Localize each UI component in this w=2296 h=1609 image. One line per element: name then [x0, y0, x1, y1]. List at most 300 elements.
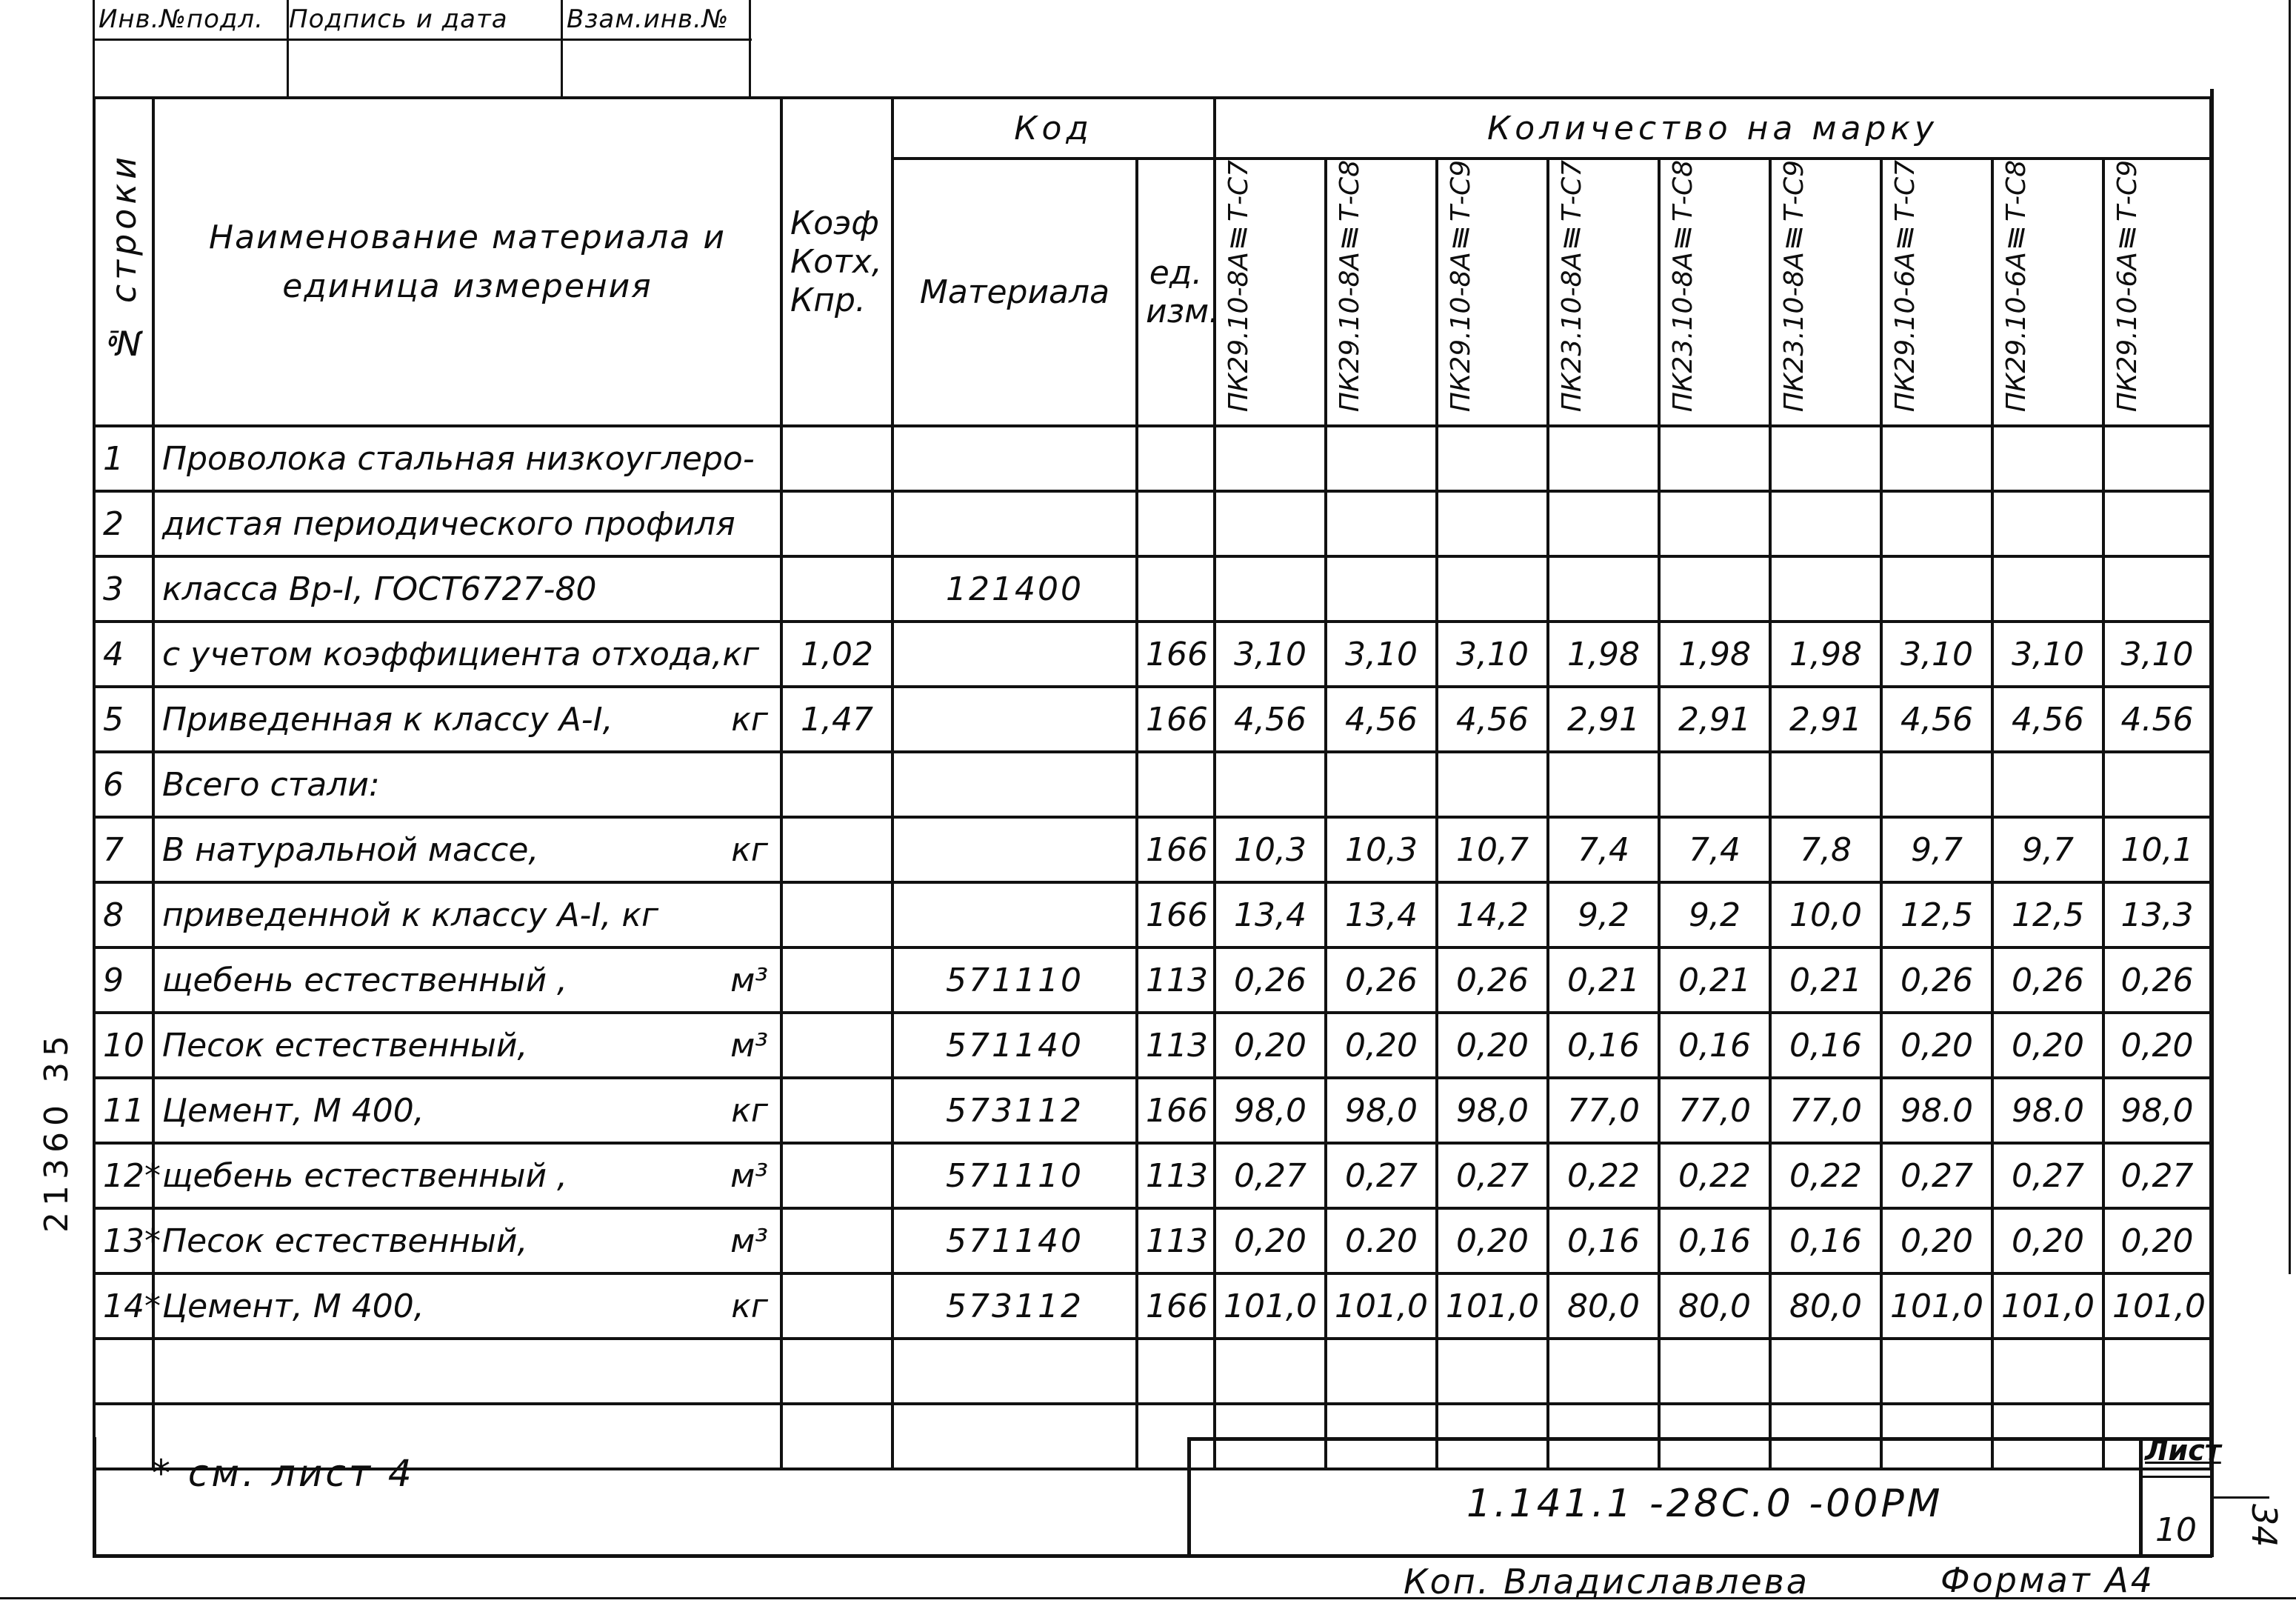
table-row [94, 1273, 2211, 1339]
material-unit-tag [768, 636, 772, 673]
material-name [153, 1013, 781, 1078]
coefficient [781, 817, 892, 882]
quantity-value [1659, 752, 1770, 817]
frame-right-border [2210, 89, 2214, 1557]
stamp-label-inventory: Инв.№подл. [99, 4, 264, 34]
row-number: 8 [94, 882, 153, 947]
material-name-wrap [162, 831, 772, 869]
quantity-value: 98,0 [1215, 1078, 1326, 1143]
material-name-text: дистая периодического профиля [162, 504, 735, 543]
material-name-wrap [162, 1222, 772, 1260]
quantity-value [1215, 426, 1326, 491]
quantity-value: 7,4 [1659, 817, 1770, 882]
quantity-value [2103, 1339, 2211, 1404]
row-number: 11 [94, 1078, 153, 1143]
footer-top-border [1187, 1437, 2212, 1441]
coefficient [781, 1143, 892, 1208]
unit-code: 166 [1137, 687, 1215, 752]
quantity-value: 0,26 [1992, 947, 2103, 1013]
material-code [892, 687, 1137, 752]
quantity-value [2103, 752, 2211, 817]
quantity-value: 9,2 [1659, 882, 1770, 947]
material-name-wrap [162, 701, 772, 739]
quantity-value: 0.20 [1326, 1208, 1437, 1273]
header-code-material: Материала [892, 159, 1137, 426]
quantity-value [1881, 1339, 1992, 1404]
material-name-wrap [162, 505, 772, 543]
material-name [153, 426, 781, 491]
quantity-value: 77,0 [1659, 1078, 1770, 1143]
material-unit-tag [768, 896, 772, 934]
quantity-value [1548, 426, 1659, 491]
quantity-value: 0,21 [1548, 947, 1659, 1013]
frame-bottom-border [93, 1554, 2212, 1558]
material-name-text: Песок естественный, [162, 1222, 528, 1260]
quantity-value: 13,3 [2103, 882, 2211, 947]
material-name-text: Проволока стальная низкоуглеро- [162, 439, 755, 478]
table-row [94, 817, 2211, 882]
unit-code [1137, 752, 1215, 817]
coefficient [781, 752, 892, 817]
quantity-value: 0,22 [1659, 1143, 1770, 1208]
unit-code: 113 [1137, 1013, 1215, 1078]
quantity-value [1992, 752, 2103, 817]
quantity-value: 0,26 [1215, 947, 1326, 1013]
stamp-label-signature: Подпись и дата [289, 4, 508, 34]
quantity-value [1770, 426, 1881, 491]
table-body [94, 426, 2211, 1469]
material-unit-tag [768, 505, 772, 543]
quantity-value: 3,10 [1326, 622, 1437, 687]
coefficient [781, 556, 892, 622]
unit-code: 113 [1137, 1143, 1215, 1208]
coefficient [781, 947, 892, 1013]
quantity-value: 4,56 [1881, 687, 1992, 752]
quantity-value: 0,26 [1326, 947, 1437, 1013]
material-name-text: Цемент, М 400, [162, 1091, 424, 1130]
material-code: 121400 [892, 556, 1137, 622]
material-code [892, 1404, 1137, 1469]
quantity-value: 80,0 [1548, 1273, 1659, 1339]
quantity-value: 2,91 [1548, 687, 1659, 752]
quantity-value [1326, 491, 1437, 556]
quantity-value: 0,26 [1437, 947, 1548, 1013]
coefficient [781, 882, 892, 947]
quantity-value: 9,7 [1992, 817, 2103, 882]
unit-code: 113 [1137, 1208, 1215, 1273]
quantity-value [1992, 1339, 2103, 1404]
coefficient [781, 1404, 892, 1469]
row-number: 9 [94, 947, 153, 1013]
quantity-value: 9,2 [1548, 882, 1659, 947]
material-unit-tag: кг [731, 830, 768, 869]
quantity-value: 0,16 [1659, 1013, 1770, 1078]
material-name-wrap [162, 766, 772, 804]
document-designation: 1.141.1 -28С.0 -00РМ [1466, 1482, 1943, 1526]
table-row [94, 687, 2211, 752]
quantity-value [1215, 491, 1326, 556]
quantity-value: 0,20 [1215, 1208, 1326, 1273]
quantity-value: 13,4 [1326, 882, 1437, 947]
unit-code [1137, 426, 1215, 491]
material-name-text: приведенной к классу А-I, кг [162, 896, 659, 934]
quantity-value: 10,7 [1437, 817, 1548, 882]
sheet-number: 10 [2155, 1511, 2197, 1549]
material-unit-tag [768, 440, 772, 478]
copied-by: Коп. Владиславлева [1404, 1562, 1809, 1602]
quantity-value: 0,16 [1770, 1013, 1881, 1078]
material-code [892, 882, 1137, 947]
quantity-value: 77,0 [1770, 1078, 1881, 1143]
quantity-value: 1,98 [1659, 622, 1770, 687]
material-code [892, 1339, 1137, 1404]
material-code: 573112 [892, 1078, 1137, 1143]
quantity-value [1437, 491, 1548, 556]
row-number: 12* [94, 1143, 153, 1208]
quantity-value [1215, 752, 1326, 817]
quantity-value: 2,91 [1659, 687, 1770, 752]
quantity-value [1770, 556, 1881, 622]
unit-code: 166 [1137, 1273, 1215, 1339]
material-name-wrap [162, 636, 772, 673]
quantity-value [1659, 556, 1770, 622]
materials-table [93, 96, 2212, 1470]
quantity-value: 0,16 [1548, 1013, 1659, 1078]
header-brand: ПК23.10-8АⅢТ-С7 [1548, 159, 1659, 426]
coefficient [781, 491, 892, 556]
material-unit-tag: кг [731, 1091, 768, 1130]
quantity-value [1437, 426, 1548, 491]
row-number: 3 [94, 556, 153, 622]
quantity-value: 4,56 [1326, 687, 1437, 752]
quantity-value [1770, 752, 1881, 817]
material-name-wrap [162, 1092, 772, 1130]
quantity-value: 4,56 [1215, 687, 1326, 752]
header-row-number: № строки [94, 98, 153, 426]
header-coefficient: Коэф Котх, Кпр. [781, 98, 892, 426]
quantity-value [2103, 426, 2211, 491]
quantity-value: 101,0 [1992, 1273, 2103, 1339]
quantity-value: 2,91 [1770, 687, 1881, 752]
quantity-value: 0,27 [1215, 1143, 1326, 1208]
material-code: 573112 [892, 1273, 1137, 1339]
table-row [94, 752, 2211, 817]
material-name [153, 1143, 781, 1208]
outer-right-edge [2289, 0, 2291, 1274]
table-row [94, 882, 2211, 947]
header-brand: ПК23.10-8АⅢТ-С9 [1770, 159, 1881, 426]
quantity-value: 10,0 [1770, 882, 1881, 947]
material-name-text: В натуральной массе, [162, 830, 539, 869]
coefficient: 1,47 [781, 687, 892, 752]
quantity-value: 10,3 [1215, 817, 1326, 882]
material-code [892, 817, 1137, 882]
unit-code: 166 [1137, 622, 1215, 687]
quantity-value: 0,20 [2103, 1013, 2211, 1078]
header-code-group: Код [892, 98, 1215, 159]
stamp-label-replacement: Взам.инв.№ [567, 4, 730, 34]
stamp-strip [93, 0, 752, 96]
material-name-text: щебень естественный , [162, 961, 568, 999]
coefficient: 1,02 [781, 622, 892, 687]
header-brand: ПК29.10-6АⅢТ-С8 [1992, 159, 2103, 426]
quantity-value [1437, 752, 1548, 817]
quantity-value: 0,20 [2103, 1208, 2211, 1273]
quantity-value: 0,27 [1326, 1143, 1437, 1208]
table-row [94, 1339, 2211, 1404]
quantity-value: 0,26 [1881, 947, 1992, 1013]
coefficient [781, 1013, 892, 1078]
side-page-number: 34 [2244, 1504, 2284, 1548]
quantity-value: 14,2 [1437, 882, 1548, 947]
row-number: 1 [94, 426, 153, 491]
material-name-wrap [162, 962, 772, 999]
material-name-text: Приведенная к классу А-I, [162, 700, 613, 739]
material-name-wrap [162, 1287, 772, 1325]
material-code [892, 752, 1137, 817]
sheet-box-divider [2139, 1476, 2210, 1478]
row-number: 6 [94, 752, 153, 817]
material-name [153, 687, 781, 752]
header-group-row [94, 98, 2211, 159]
row-number: 2 [94, 491, 153, 556]
material-name [153, 752, 781, 817]
quantity-value: 98,0 [1326, 1078, 1437, 1143]
sheet-label: Лист [2145, 1434, 2221, 1467]
header-brand: ПК29.10-8АⅢТ-С9 [1437, 159, 1548, 426]
quantity-value: 10,3 [1326, 817, 1437, 882]
material-unit-tag: м³ [730, 1156, 768, 1195]
quantity-value [1437, 1339, 1548, 1404]
material-name-text: щебень естественный , [162, 1156, 568, 1195]
material-name [153, 1078, 781, 1143]
quantity-value: 0,20 [1215, 1013, 1326, 1078]
material-unit-tag [768, 570, 772, 608]
table-row [94, 491, 2211, 556]
material-name-text: Всего стали: [162, 765, 380, 804]
quantity-value [1548, 491, 1659, 556]
table-row [94, 1143, 2211, 1208]
quantity-value: 98.0 [1881, 1078, 1992, 1143]
table-row [94, 1078, 2211, 1143]
quantity-value [1881, 752, 1992, 817]
table-row [94, 1208, 2211, 1273]
quantity-value [1992, 491, 2103, 556]
quantity-value [1437, 556, 1548, 622]
quantity-value: 0,20 [1437, 1013, 1548, 1078]
material-name-wrap [162, 440, 772, 478]
header-quantity-group: Количество на марку [1215, 98, 2211, 159]
material-name [153, 947, 781, 1013]
quantity-value: 0,16 [1548, 1208, 1659, 1273]
quantity-value: 0,27 [1881, 1143, 1992, 1208]
quantity-value: 1,98 [1548, 622, 1659, 687]
header-code-unit: ед. изм. [1137, 159, 1215, 426]
quantity-value [1548, 752, 1659, 817]
material-unit-tag: кг [731, 1287, 768, 1325]
quantity-value: 10,1 [2103, 817, 2211, 882]
unit-code: 166 [1137, 882, 1215, 947]
quantity-value [2103, 556, 2211, 622]
header-brand: ПК29.10-6АⅢТ-С7 [1881, 159, 1992, 426]
quantity-value: 101,0 [2103, 1273, 2211, 1339]
material-code [892, 426, 1137, 491]
material-name-wrap [162, 570, 772, 608]
quantity-value [1326, 1339, 1437, 1404]
row-number [94, 1404, 153, 1469]
header-brand: ПК23.10-8АⅢТ-С8 [1659, 159, 1770, 426]
quantity-value: 1,98 [1770, 622, 1881, 687]
coefficient [781, 1273, 892, 1339]
quantity-value [1770, 491, 1881, 556]
quantity-value [2103, 491, 2211, 556]
quantity-value [1548, 1339, 1659, 1404]
footer-divider [1187, 1437, 1191, 1556]
material-code: 571140 [892, 1208, 1137, 1273]
quantity-value [1326, 556, 1437, 622]
quantity-value: 0,27 [1992, 1143, 2103, 1208]
material-code: 571140 [892, 1013, 1137, 1078]
quantity-value: 80,0 [1770, 1273, 1881, 1339]
quantity-value: 0,27 [1437, 1143, 1548, 1208]
quantity-value: 98,0 [1437, 1078, 1548, 1143]
quantity-value: 7,8 [1770, 817, 1881, 882]
material-name [153, 1273, 781, 1339]
unit-code: 166 [1137, 817, 1215, 882]
quantity-value [1770, 1339, 1881, 1404]
row-number: 5 [94, 687, 153, 752]
unit-code [1137, 491, 1215, 556]
quantity-value: 0,16 [1770, 1208, 1881, 1273]
quantity-value: 12,5 [1881, 882, 1992, 947]
quantity-value [1215, 556, 1326, 622]
quantity-value: 3,10 [1992, 622, 2103, 687]
table-row [94, 1013, 2211, 1078]
coefficient [781, 426, 892, 491]
row-number: 10 [94, 1013, 153, 1078]
quantity-value [1326, 752, 1437, 817]
quantity-value: 101,0 [1881, 1273, 1992, 1339]
material-name [153, 817, 781, 882]
coefficient [781, 1339, 892, 1404]
material-code [892, 622, 1137, 687]
quantity-value [1881, 426, 1992, 491]
quantity-value: 0,26 [2103, 947, 2211, 1013]
header-brand: ПК29.10-6АⅢТ-С9 [2103, 159, 2211, 426]
quantity-value: 101,0 [1437, 1273, 1548, 1339]
sheet-box-border [2139, 1437, 2143, 1556]
material-name-wrap [162, 896, 772, 934]
unit-code [1137, 1339, 1215, 1404]
margin-code: 21360 35 [38, 1030, 76, 1233]
table-row [94, 556, 2211, 622]
material-code: 571110 [892, 1143, 1137, 1208]
quantity-value [1659, 426, 1770, 491]
quantity-value: 12,5 [1992, 882, 2103, 947]
quantity-value: 0,20 [1881, 1208, 1992, 1273]
unit-code: 113 [1137, 947, 1215, 1013]
frame-left-border [93, 1437, 96, 1557]
quantity-value: 80,0 [1659, 1273, 1770, 1339]
quantity-value: 0,27 [2103, 1143, 2211, 1208]
row-number [94, 1339, 153, 1404]
quantity-value: 0,20 [1992, 1208, 2103, 1273]
quantity-value [1659, 491, 1770, 556]
material-name [153, 882, 781, 947]
quantity-value: 4,56 [1992, 687, 2103, 752]
row-number: 4 [94, 622, 153, 687]
material-unit-tag: м³ [730, 1026, 768, 1065]
quantity-value: 0,20 [1326, 1013, 1437, 1078]
material-unit-tag: кг [731, 700, 768, 739]
quantity-value: 77,0 [1548, 1078, 1659, 1143]
coefficient [781, 1208, 892, 1273]
coefficient [781, 1078, 892, 1143]
quantity-value [1881, 556, 1992, 622]
table-row [94, 947, 2211, 1013]
side-box-top [2210, 1496, 2269, 1499]
quantity-value: 101,0 [1215, 1273, 1326, 1339]
quantity-value [1659, 1339, 1770, 1404]
unit-code: 166 [1137, 1078, 1215, 1143]
quantity-value: 0,20 [1992, 1013, 2103, 1078]
material-name-wrap [162, 1157, 772, 1195]
quantity-value: 3,10 [1437, 622, 1548, 687]
material-code [892, 491, 1137, 556]
material-name [153, 491, 781, 556]
quantity-value [1215, 1339, 1326, 1404]
material-unit-tag [768, 766, 772, 804]
paper-format: Формат А4 [1940, 1560, 2155, 1600]
quantity-value [1992, 556, 2103, 622]
quantity-value: 98.0 [1992, 1078, 2103, 1143]
material-name-text: Цемент, М 400, [162, 1287, 424, 1325]
quantity-value: 13,4 [1215, 882, 1326, 947]
quantity-value: 0,22 [1770, 1143, 1881, 1208]
quantity-value: 3,10 [1215, 622, 1326, 687]
material-name-wrap [162, 1027, 772, 1065]
unit-code [1137, 556, 1215, 622]
material-name [153, 556, 781, 622]
row-number: 13* [94, 1208, 153, 1273]
quantity-value: 4.56 [2103, 687, 2211, 752]
table-row [94, 622, 2211, 687]
material-code: 571110 [892, 947, 1137, 1013]
material-name-text: класса Вр-I, ГОСТ6727-80 [162, 570, 597, 608]
material-name [153, 1208, 781, 1273]
quantity-value: 0,21 [1770, 947, 1881, 1013]
quantity-value: 3,10 [1881, 622, 1992, 687]
quantity-value: 4,56 [1437, 687, 1548, 752]
quantity-value: 98,0 [2103, 1078, 2211, 1143]
material-unit-tag: м³ [730, 961, 768, 999]
header-brand: ПК29.10-8АⅢТ-С7 [1215, 159, 1326, 426]
material-name-text: Песок естественный, [162, 1026, 528, 1065]
header-material-name: Наименование материала и единица измерения [153, 98, 781, 426]
quantity-value [1548, 556, 1659, 622]
quantity-value: 9,7 [1881, 817, 1992, 882]
quantity-value: 0,16 [1659, 1208, 1770, 1273]
material-name [153, 622, 781, 687]
quantity-value: 3,10 [2103, 622, 2211, 687]
row-number: 7 [94, 817, 153, 882]
quantity-value: 101,0 [1326, 1273, 1437, 1339]
quantity-value: 0,20 [1437, 1208, 1548, 1273]
row-number: 14* [94, 1273, 153, 1339]
material-unit-tag: м³ [730, 1222, 768, 1260]
footnote: * см. лист 4 [152, 1452, 415, 1495]
quantity-value: 0,21 [1659, 947, 1770, 1013]
